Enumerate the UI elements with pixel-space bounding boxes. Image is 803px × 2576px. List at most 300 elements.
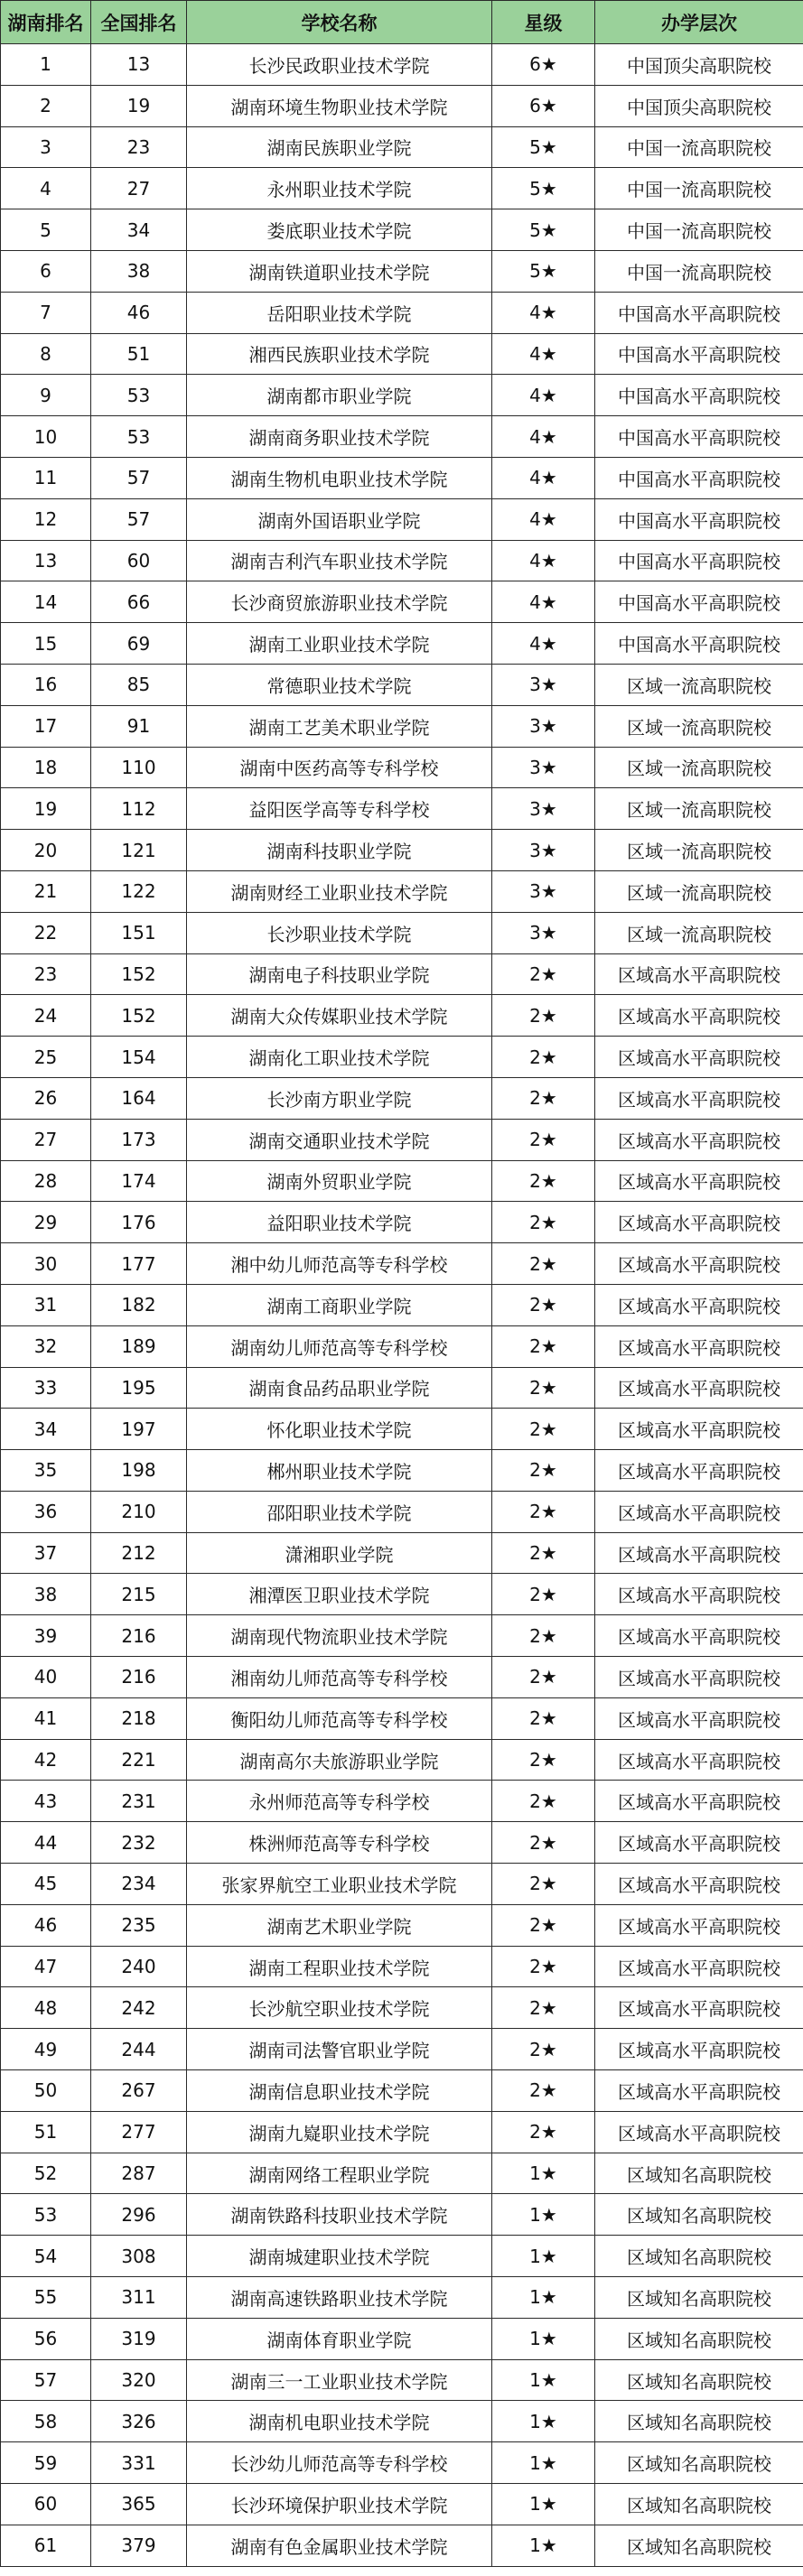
cell-star-level: 2★ [492,1532,595,1574]
cell-national-rank: 216 [91,1615,187,1657]
cell-school-name: 湘潭医卫职业技术学院 [187,1574,492,1615]
cell-national-rank: 112 [91,788,187,830]
cell-school-name: 湖南高尔夫旅游职业学院 [187,1739,492,1781]
cell-hunan-rank: 59 [1,2442,91,2484]
cell-national-rank: 331 [91,2442,187,2484]
cell-star-level: 1★ [492,2359,595,2401]
table-row [1,416,803,458]
table-row [1,1450,803,1492]
cell-school-name: 湖南工业职业技术学院 [187,623,492,665]
cell-school-name: 湖南高速铁路职业技术学院 [187,2277,492,2319]
table-row [1,1822,803,1864]
cell-school-tier: 区域高水平高职院校 [595,1864,803,1905]
cell-national-rank: 212 [91,1532,187,1574]
cell-school-name: 湖南城建职业技术学院 [187,2236,492,2277]
cell-national-rank: 38 [91,250,187,292]
cell-star-level: 2★ [492,1202,595,1243]
cell-national-rank: 177 [91,1243,187,1285]
cell-star-level: 2★ [492,1119,595,1160]
cell-school-name: 湖南生物机电职业技术学院 [187,457,492,498]
cell-national-rank: 215 [91,1574,187,1615]
cell-hunan-rank: 24 [1,995,91,1037]
cell-star-level: 5★ [492,168,595,209]
cell-star-level: 3★ [492,870,595,912]
table-row [1,250,803,292]
cell-school-tier: 中国高水平高职院校 [595,292,803,333]
cell-star-level: 2★ [492,1450,595,1492]
cell-hunan-rank: 29 [1,1202,91,1243]
cell-star-level: 2★ [492,1325,595,1367]
cell-star-level: 5★ [492,250,595,292]
cell-star-level: 4★ [492,581,595,623]
cell-hunan-rank: 61 [1,2525,91,2566]
table-row [1,830,803,871]
table-row [1,1202,803,1243]
cell-star-level: 2★ [492,1697,595,1739]
cell-school-tier: 中国顶尖高职院校 [595,44,803,86]
cell-star-level: 6★ [492,44,595,86]
cell-school-name: 湖南中医药高等专科学校 [187,747,492,788]
cell-national-rank: 23 [91,126,187,168]
cell-star-level: 1★ [492,2153,595,2194]
table-row [1,2029,803,2070]
table-row [1,2194,803,2236]
cell-hunan-rank: 49 [1,2029,91,2070]
table-row [1,1904,803,1946]
cell-star-level: 2★ [492,2111,595,2153]
cell-school-name: 湖南铁路科技职业技术学院 [187,2194,492,2236]
table-row [1,2236,803,2277]
cell-national-rank: 122 [91,870,187,912]
cell-school-tier: 区域高水平高职院校 [595,1574,803,1615]
cell-school-tier: 区域高水平高职院校 [595,1532,803,1574]
table-row [1,1367,803,1409]
cell-national-rank: 308 [91,2236,187,2277]
cell-star-level: 2★ [492,1037,595,1078]
cell-star-level: 2★ [492,1367,595,1409]
header-row [1,1,803,44]
cell-school-name: 湖南吉利汽车职业技术学院 [187,540,492,581]
cell-school-name: 湖南体育职业学院 [187,2318,492,2359]
table-row [1,168,803,209]
cell-star-level: 1★ [492,2194,595,2236]
cell-school-name: 邵阳职业技术学院 [187,1491,492,1532]
cell-school-tier: 中国一流高职院校 [595,168,803,209]
cell-hunan-rank: 5 [1,209,91,251]
cell-hunan-rank: 2 [1,85,91,126]
cell-school-tier: 区域高水平高职院校 [595,1325,803,1367]
cell-hunan-rank: 51 [1,2111,91,2153]
header-hunan-rank: 湖南排名 [1,1,91,44]
cell-school-tier: 区域高水平高职院校 [595,1077,803,1119]
cell-star-level: 1★ [492,2277,595,2319]
table-header [1,1,803,44]
cell-national-rank: 121 [91,830,187,871]
cell-national-rank: 277 [91,2111,187,2153]
cell-star-level: 2★ [492,1160,595,1202]
cell-star-level: 1★ [492,2236,595,2277]
cell-national-rank: 174 [91,1160,187,1202]
cell-hunan-rank: 35 [1,1450,91,1492]
cell-school-name: 湖南民族职业学院 [187,126,492,168]
cell-school-tier: 区域高水平高职院校 [595,1987,803,2029]
cell-school-name: 湖南司法警官职业学院 [187,2029,492,2070]
cell-hunan-rank: 48 [1,1987,91,2029]
cell-national-rank: 57 [91,457,187,498]
cell-school-tier: 中国一流高职院校 [595,250,803,292]
cell-national-rank: 91 [91,705,187,747]
cell-hunan-rank: 54 [1,2236,91,2277]
cell-school-name: 长沙航空职业技术学院 [187,1987,492,2029]
cell-hunan-rank: 42 [1,1739,91,1781]
cell-hunan-rank: 20 [1,830,91,871]
table-row [1,1325,803,1367]
cell-school-name: 长沙商贸旅游职业技术学院 [187,581,492,623]
cell-school-tier: 区域知名高职院校 [595,2318,803,2359]
header-star-level: 星级 [492,1,595,44]
cell-hunan-rank: 21 [1,870,91,912]
cell-school-name: 潇湘职业学院 [187,1532,492,1574]
cell-national-rank: 326 [91,2401,187,2442]
cell-school-name: 湖南科技职业学院 [187,830,492,871]
table-row [1,1657,803,1698]
cell-school-tier: 区域一流高职院校 [595,870,803,912]
cell-school-name: 湖南艺术职业学院 [187,1904,492,1946]
cell-national-rank: 151 [91,912,187,953]
table-row [1,953,803,995]
cell-school-name: 湖南网络工程职业学院 [187,2153,492,2194]
cell-hunan-rank: 33 [1,1367,91,1409]
cell-school-tier: 区域高水平高职院校 [595,1160,803,1202]
cell-school-tier: 中国高水平高职院校 [595,375,803,416]
table-row [1,788,803,830]
cell-school-name: 湖南外贸职业学院 [187,1160,492,1202]
cell-star-level: 5★ [492,126,595,168]
table-row [1,44,803,86]
cell-school-tier: 区域高水平高职院校 [595,1946,803,1987]
cell-star-level: 2★ [492,1822,595,1864]
cell-national-rank: 234 [91,1864,187,1905]
cell-school-tier: 中国高水平高职院校 [595,581,803,623]
cell-hunan-rank: 22 [1,912,91,953]
cell-national-rank: 53 [91,375,187,416]
cell-school-tier: 区域高水平高职院校 [595,1904,803,1946]
cell-star-level: 2★ [492,1864,595,1905]
cell-star-level: 2★ [492,1574,595,1615]
cell-school-tier: 区域知名高职院校 [595,2359,803,2401]
cell-school-tier: 区域一流高职院校 [595,664,803,705]
cell-school-name: 湖南外国语职业学院 [187,498,492,540]
cell-hunan-rank: 26 [1,1077,91,1119]
cell-school-tier: 区域知名高职院校 [595,2236,803,2277]
cell-school-tier: 区域高水平高职院校 [595,1409,803,1450]
cell-hunan-rank: 13 [1,540,91,581]
cell-hunan-rank: 32 [1,1325,91,1367]
cell-school-tier: 区域知名高职院校 [595,2484,803,2525]
table-row [1,1739,803,1781]
table-row [1,912,803,953]
cell-national-rank: 287 [91,2153,187,2194]
table-row [1,1037,803,1078]
cell-school-tier: 区域高水平高职院校 [595,1822,803,1864]
cell-star-level: 2★ [492,1284,595,1325]
cell-school-tier: 中国高水平高职院校 [595,540,803,581]
table-row [1,747,803,788]
table-row [1,375,803,416]
cell-hunan-rank: 6 [1,250,91,292]
cell-school-tier: 区域高水平高职院校 [595,1697,803,1739]
cell-school-tier: 中国一流高职院校 [595,209,803,251]
cell-hunan-rank: 7 [1,292,91,333]
cell-national-rank: 173 [91,1119,187,1160]
cell-school-tier: 区域高水平高职院校 [595,1202,803,1243]
cell-school-name: 长沙民政职业技术学院 [187,44,492,86]
table-row [1,2525,803,2566]
cell-national-rank: 320 [91,2359,187,2401]
cell-school-tier: 中国顶尖高职院校 [595,85,803,126]
table-row [1,1160,803,1202]
cell-national-rank: 365 [91,2484,187,2525]
cell-hunan-rank: 53 [1,2194,91,2236]
cell-hunan-rank: 25 [1,1037,91,1078]
cell-school-name: 岳阳职业技术学院 [187,292,492,333]
cell-hunan-rank: 50 [1,2070,91,2112]
cell-school-name: 长沙南方职业学院 [187,1077,492,1119]
cell-star-level: 2★ [492,1904,595,1946]
cell-school-name: 湖南工商职业学院 [187,1284,492,1325]
cell-star-level: 3★ [492,705,595,747]
cell-school-tier: 中国高水平高职院校 [595,457,803,498]
cell-school-name: 湖南九嶷职业技术学院 [187,2111,492,2153]
cell-star-level: 2★ [492,1739,595,1781]
cell-star-level: 6★ [492,85,595,126]
cell-school-tier: 区域知名高职院校 [595,2525,803,2566]
cell-star-level: 2★ [492,1987,595,2029]
cell-star-level: 3★ [492,830,595,871]
cell-hunan-rank: 17 [1,705,91,747]
cell-school-tier: 区域高水平高职院校 [595,2029,803,2070]
cell-star-level: 2★ [492,1946,595,1987]
table-row [1,1987,803,2029]
cell-national-rank: 176 [91,1202,187,1243]
cell-star-level: 3★ [492,912,595,953]
table-row [1,705,803,747]
cell-star-level: 2★ [492,2070,595,2112]
table-row [1,2359,803,2401]
cell-school-name: 长沙幼儿师范高等专科学校 [187,2442,492,2484]
cell-star-level: 2★ [492,953,595,995]
cell-school-name: 湖南商务职业技术学院 [187,416,492,458]
cell-hunan-rank: 19 [1,788,91,830]
cell-national-rank: 244 [91,2029,187,2070]
table-row [1,1532,803,1574]
cell-national-rank: 195 [91,1367,187,1409]
cell-hunan-rank: 55 [1,2277,91,2319]
cell-star-level: 1★ [492,2484,595,2525]
cell-national-rank: 198 [91,1450,187,1492]
cell-national-rank: 69 [91,623,187,665]
table-body [1,44,803,2567]
cell-school-name: 湖南机电职业技术学院 [187,2401,492,2442]
cell-national-rank: 34 [91,209,187,251]
table-row [1,1697,803,1739]
cell-hunan-rank: 31 [1,1284,91,1325]
cell-school-name: 湘西民族职业技术学院 [187,333,492,375]
cell-star-level: 1★ [492,2525,595,2566]
cell-hunan-rank: 38 [1,1574,91,1615]
cell-school-name: 湖南有色金属职业技术学院 [187,2525,492,2566]
cell-star-level: 5★ [492,209,595,251]
cell-star-level: 2★ [492,1243,595,1285]
cell-national-rank: 231 [91,1781,187,1822]
cell-hunan-rank: 44 [1,1822,91,1864]
cell-school-name: 长沙职业技术学院 [187,912,492,953]
cell-star-level: 2★ [492,1657,595,1698]
cell-national-rank: 182 [91,1284,187,1325]
cell-national-rank: 296 [91,2194,187,2236]
cell-school-name: 怀化职业技术学院 [187,1409,492,1450]
cell-national-rank: 164 [91,1077,187,1119]
cell-star-level: 4★ [492,292,595,333]
cell-school-name: 湘中幼儿师范高等专科学校 [187,1243,492,1285]
cell-school-tier: 区域知名高职院校 [595,2194,803,2236]
cell-hunan-rank: 60 [1,2484,91,2525]
cell-star-level: 1★ [492,2318,595,2359]
table-row [1,1284,803,1325]
cell-hunan-rank: 47 [1,1946,91,1987]
table-row [1,2442,803,2484]
cell-national-rank: 60 [91,540,187,581]
cell-national-rank: 53 [91,416,187,458]
cell-national-rank: 210 [91,1491,187,1532]
cell-school-tier: 区域一流高职院校 [595,747,803,788]
cell-star-level: 2★ [492,1781,595,1822]
cell-hunan-rank: 14 [1,581,91,623]
cell-school-name: 湖南工艺美术职业学院 [187,705,492,747]
cell-school-tier: 区域高水平高职院校 [595,2070,803,2112]
table-row [1,1077,803,1119]
table-row [1,2153,803,2194]
cell-school-tier: 区域一流高职院校 [595,830,803,871]
table-row [1,85,803,126]
cell-school-tier: 区域高水平高职院校 [595,1781,803,1822]
cell-hunan-rank: 3 [1,126,91,168]
cell-school-tier: 区域高水平高职院校 [595,1367,803,1409]
cell-hunan-rank: 15 [1,623,91,665]
cell-school-tier: 区域知名高职院校 [595,2442,803,2484]
cell-school-tier: 区域高水平高职院校 [595,1284,803,1325]
cell-star-level: 4★ [492,457,595,498]
cell-hunan-rank: 9 [1,375,91,416]
table-row [1,292,803,333]
cell-school-tier: 区域高水平高职院校 [595,953,803,995]
cell-star-level: 1★ [492,2401,595,2442]
cell-national-rank: 19 [91,85,187,126]
cell-star-level: 4★ [492,623,595,665]
cell-star-level: 3★ [492,788,595,830]
cell-school-tier: 区域知名高职院校 [595,2277,803,2319]
table-row [1,1409,803,1450]
cell-national-rank: 240 [91,1946,187,1987]
cell-hunan-rank: 18 [1,747,91,788]
cell-national-rank: 189 [91,1325,187,1367]
cell-star-level: 4★ [492,540,595,581]
cell-star-level: 4★ [492,333,595,375]
cell-school-tier: 区域高水平高职院校 [595,1657,803,1698]
cell-school-name: 张家界航空工业职业技术学院 [187,1864,492,1905]
cell-hunan-rank: 43 [1,1781,91,1822]
cell-hunan-rank: 34 [1,1409,91,1450]
table-row [1,2111,803,2153]
cell-school-name: 常德职业技术学院 [187,664,492,705]
cell-national-rank: 57 [91,498,187,540]
cell-school-name: 益阳职业技术学院 [187,1202,492,1243]
cell-school-tier: 区域一流高职院校 [595,788,803,830]
cell-school-name: 湘南幼儿师范高等专科学校 [187,1657,492,1698]
cell-national-rank: 216 [91,1657,187,1698]
cell-star-level: 3★ [492,747,595,788]
cell-hunan-rank: 39 [1,1615,91,1657]
cell-hunan-rank: 56 [1,2318,91,2359]
cell-hunan-rank: 52 [1,2153,91,2194]
cell-national-rank: 27 [91,168,187,209]
cell-school-tier: 区域知名高职院校 [595,2401,803,2442]
cell-school-name: 湖南信息职业技术学院 [187,2070,492,2112]
cell-national-rank: 152 [91,953,187,995]
cell-national-rank: 154 [91,1037,187,1078]
cell-school-name: 湖南食品药品职业学院 [187,1367,492,1409]
cell-hunan-rank: 40 [1,1657,91,1698]
cell-school-name: 湖南财经工业职业技术学院 [187,870,492,912]
table-row [1,664,803,705]
cell-national-rank: 242 [91,1987,187,2029]
cell-school-name: 长沙环境保护职业技术学院 [187,2484,492,2525]
cell-school-tier: 中国高水平高职院校 [595,498,803,540]
cell-star-level: 2★ [492,1409,595,1450]
cell-school-name: 湖南电子科技职业学院 [187,953,492,995]
table-row [1,2277,803,2319]
cell-hunan-rank: 12 [1,498,91,540]
cell-national-rank: 152 [91,995,187,1037]
table-row [1,581,803,623]
table-row [1,2070,803,2112]
table-row [1,2484,803,2525]
cell-school-name: 湖南工程职业技术学院 [187,1946,492,1987]
cell-national-rank: 46 [91,292,187,333]
table-row [1,1781,803,1822]
cell-school-name: 湖南化工职业技术学院 [187,1037,492,1078]
cell-national-rank: 235 [91,1904,187,1946]
cell-school-tier: 区域一流高职院校 [595,705,803,747]
table-row [1,333,803,375]
cell-national-rank: 13 [91,44,187,86]
table-row [1,870,803,912]
cell-hunan-rank: 46 [1,1904,91,1946]
cell-star-level: 4★ [492,375,595,416]
cell-school-name: 娄底职业技术学院 [187,209,492,251]
cell-star-level: 4★ [492,416,595,458]
cell-school-name: 湖南大众传媒职业技术学院 [187,995,492,1037]
cell-hunan-rank: 30 [1,1243,91,1285]
cell-national-rank: 232 [91,1822,187,1864]
cell-school-tier: 中国高水平高职院校 [595,333,803,375]
cell-national-rank: 267 [91,2070,187,2112]
cell-national-rank: 51 [91,333,187,375]
cell-school-name: 永州师范高等专科学校 [187,1781,492,1822]
cell-school-name: 永州职业技术学院 [187,168,492,209]
cell-star-level: 3★ [492,664,595,705]
cell-hunan-rank: 16 [1,664,91,705]
